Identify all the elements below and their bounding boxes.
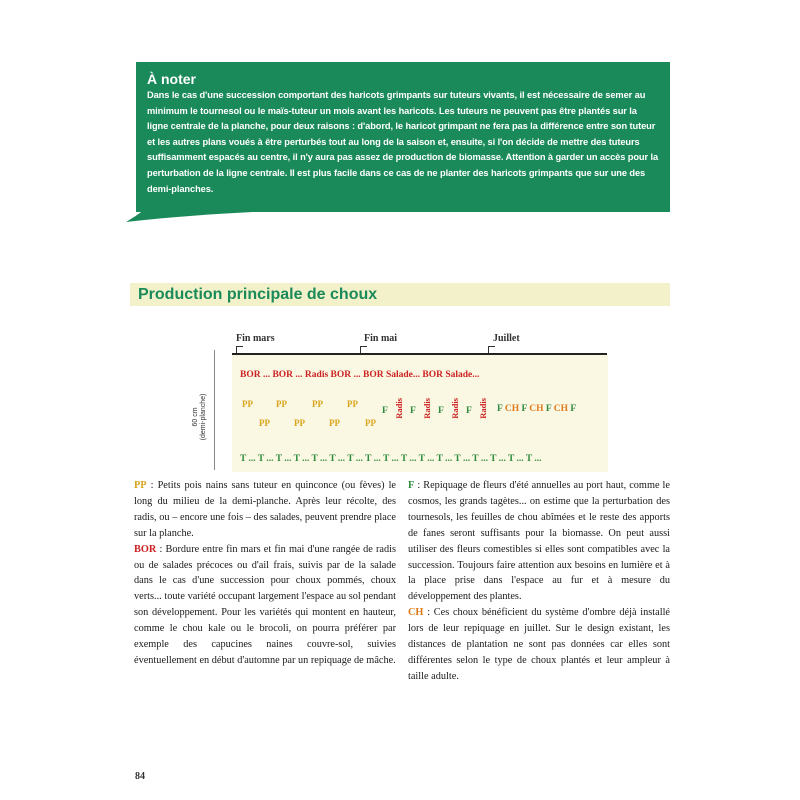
- month-label: Fin mai: [364, 333, 398, 344]
- axis-label-line-1: 60 cm: [192, 407, 199, 427]
- bor-paragraph: [134, 542, 396, 669]
- right-column: [408, 478, 670, 685]
- t-row: T ... T ... T ... T ... T ... T ... T ... T ... T ... T ... T ... T ... T ... T ... T ... T ... T ...: [240, 454, 542, 464]
- note-body: Dans le cas d'une succession comportant des haricots grimpants sur tuteurs vivants, il est nécessaire de semer au minimum le tournesol ou le maïs-tuteur un mois avant les haricots. Les tuteurs ne peuvent pas être plantés sur la ligne centrale de la planche, pour deux raisons : d'abord, le haricot grimpant ne fera pas la différence entre son tuteur et les autres plans voués à être perturbés tout au long de la saison et, ensuite, si l'on décide de mettre des tuteurs suffisamment espacés au centre, il n'y aura pas assez de production de biomasse. Attention à garder un accès pour la perturbation de la ligne centrale. Il est plus facile dans ce cas de ne planter des haricots grimpants que sur une des demi-planches.: [147, 90, 659, 194]
- pp-label: PP: [242, 399, 253, 409]
- pp-label: PP: [365, 418, 376, 428]
- radis-label: Radis: [450, 398, 460, 419]
- f-text: : Repiquage de fleurs d'été annuelles au port haut, comme le cosmos, les grands tagètes... on estime que la perturbation des tournesols, les feuilles de chou abîmées et le reste des apports de fanes seront suffisants pour la biomasse. On peut aussi utiliser des fleurs comestibles si elles sont compatibles avec la succession. Toujours faire attention aux besoins en lumière et à la place prise dans l'espace au fur et à mesure du développement des plantes.: [408, 480, 670, 603]
- f-label: F: [410, 406, 416, 416]
- pp-text: : Petits pois nains sans tuteur en quinconce (ou fèves) le long du milieu de la demi-planche. Après leur récolte, des radis, ou – encore une fois – des salades, peuvent prendre place sur la planche.: [134, 480, 396, 539]
- f-label: F: [466, 406, 472, 416]
- f-term: F: [408, 480, 415, 491]
- ch-term: CH: [408, 607, 424, 619]
- note-box: [136, 62, 670, 212]
- pp-label: PP: [347, 399, 358, 409]
- pp-label: PP: [294, 418, 305, 428]
- pp-label: PP: [276, 399, 287, 409]
- pp-label: PP: [312, 399, 323, 409]
- month-label: Fin mars: [236, 333, 275, 344]
- pp-paragraph: [134, 478, 396, 542]
- pp-label: PP: [259, 418, 270, 428]
- radis-label: Radis: [394, 398, 404, 419]
- f-label: F: [438, 406, 444, 416]
- height-axis-line: [214, 350, 215, 470]
- month-label: Juillet: [493, 333, 520, 344]
- radis-label: Radis: [478, 398, 488, 419]
- f-paragraph: [408, 478, 670, 605]
- note-title: À noter: [147, 71, 196, 87]
- bor-term: BOR: [134, 543, 157, 555]
- bor-text: : Bordure entre fin mars et fin mai d'une rangée de radis ou de salades précoces ou d'ail frais, suivis par de la salade dans le cas d'une succession pour choux pommés, choux verts... toute variété occupant largement l'espace au sol pendant son développement. Pour les variétés qui montent en hauteur, comme le chou kale ou le brocoli, on pourra préférer par exemple des capucines naines couvre-sol, suivies éventuellement en début d'automne par un repiquage de mâche.: [134, 543, 396, 666]
- height-axis-label: [192, 382, 206, 452]
- border-row: BOR ... BOR ... Radis BOR ... BOR Salade... BOR Salade...: [240, 370, 480, 380]
- section-title: Production principale de choux: [130, 283, 670, 306]
- f-ch-sequence: F CH F CH F CH F: [497, 404, 577, 414]
- ch-text: : Ces choux bénéficient du système d'ombre déjà installé lors de leur repiquage en juillet. Sur le design existant, les distances de plantation ne sont pas données car elles sont différentes selon le type de choux plantés et leur ampleur à taille adulte.: [408, 607, 670, 682]
- timeline-line: [232, 353, 607, 355]
- ch-paragraph: [408, 605, 670, 685]
- axis-label-line-2: (demi-planche): [200, 393, 207, 441]
- left-column: [134, 478, 396, 669]
- f-label: F: [382, 406, 388, 416]
- pp-label: PP: [329, 418, 340, 428]
- planting-diagram: [192, 330, 608, 470]
- note-swoosh-decoration: [126, 196, 686, 226]
- pp-term: PP: [134, 480, 147, 491]
- page-number: 84: [135, 771, 145, 782]
- radis-label: Radis: [422, 398, 432, 419]
